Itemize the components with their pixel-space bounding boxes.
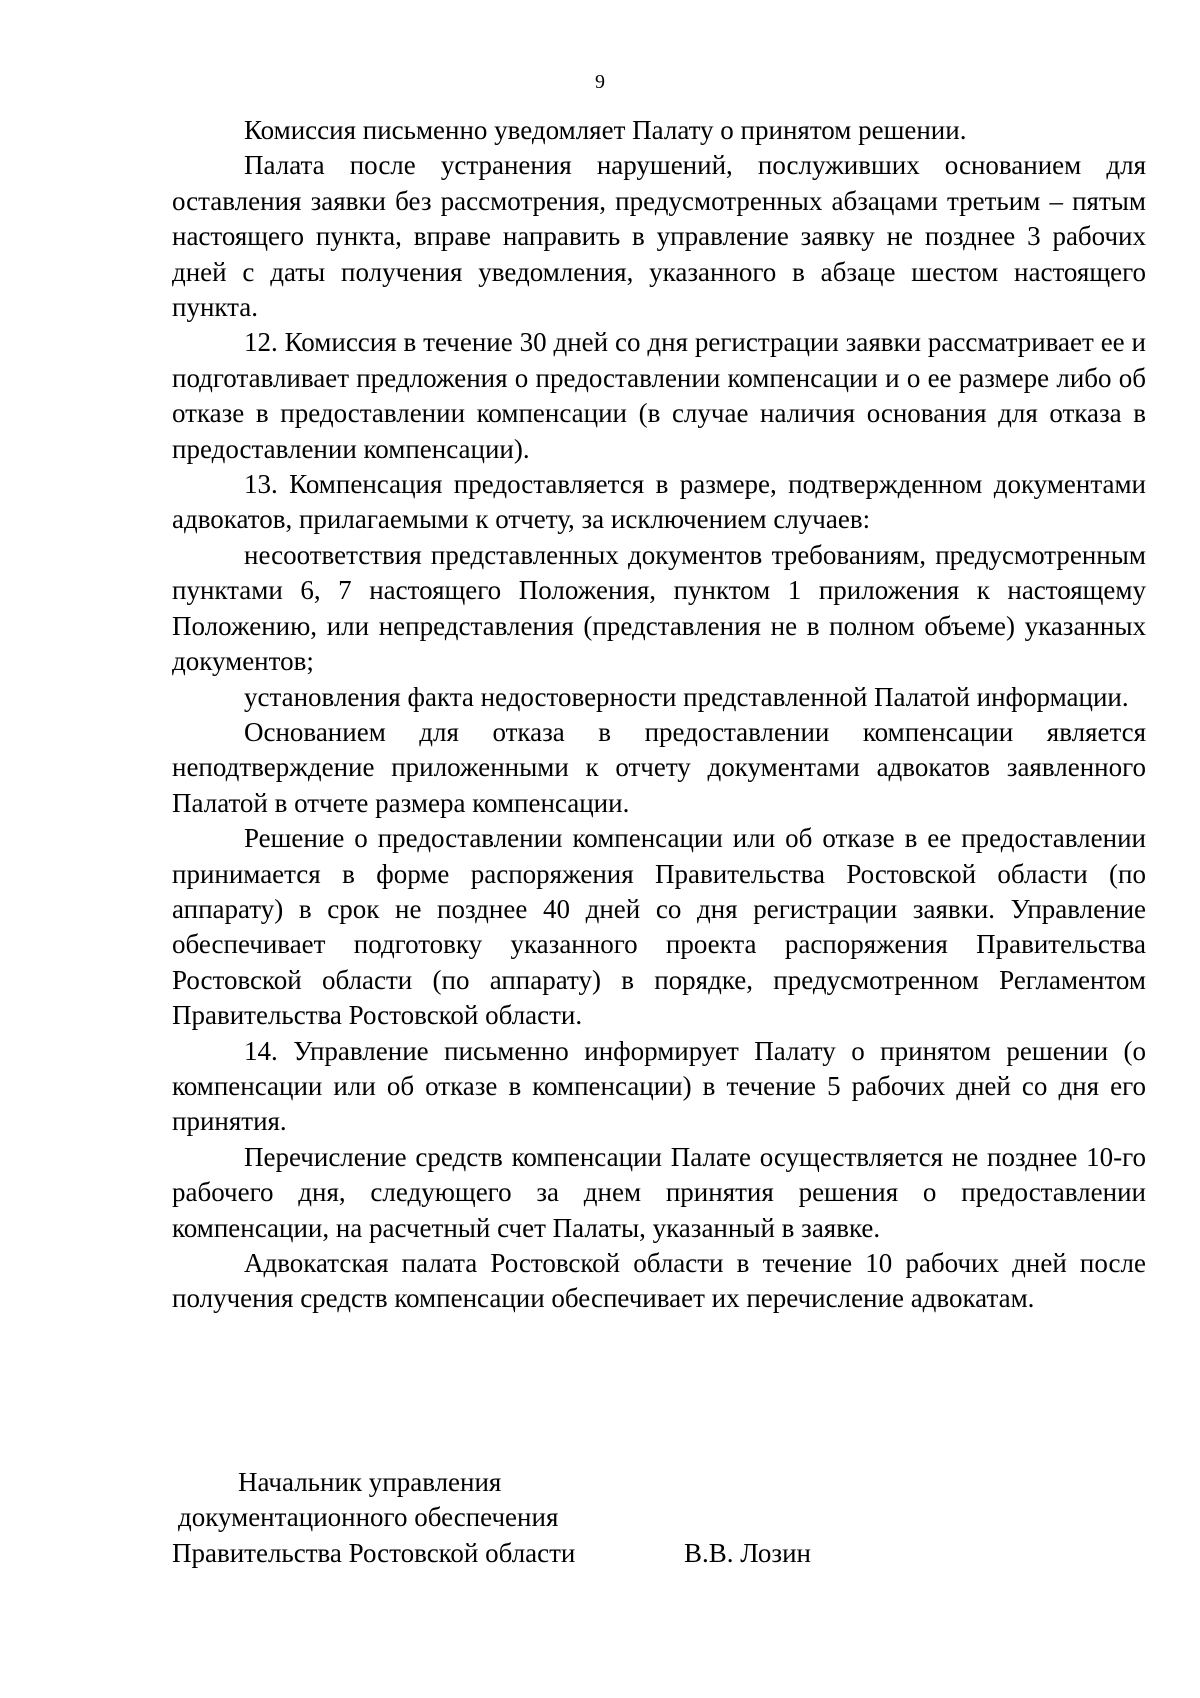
paragraph: Перечисление средств компенсации Палате осуществляется не позднее 10-го рабочего дня, следующего за днем принятия решения о предоставлении компенсации, на расчетный счет Палаты, указанный в заявке. — [172, 1141, 1146, 1243]
signatory-position-line-2: документационного обеспечения — [178, 1502, 559, 1533]
paragraph: установления факта недостоверности представленной Палатой информации. — [244, 681, 1129, 712]
signatory-name: В.В. Лозин — [684, 1537, 811, 1568]
paragraph: Комиссия письменно уведомляет Палату о принятом решении. — [244, 115, 967, 145]
paragraph: 12. Комиссия в течение 30 дней со дня регистрации заявки рассматривает ее и подготавливает предложения о предоставлении компенсации и о ее размере либо об отказе в предоставлении компенсации (в случае наличия основания для отказа в предоставлении компенсации). — [172, 327, 1146, 464]
paragraph: Палата после устранения нарушений, послуживших основанием для оставления заявки без рассмотрения, предусмотренных абзацами третьим – пятым настоящего пункта, вправе направить в управление заявку не позднее 3 рабочих дней с даты получения уведомления, указанного в абзаце шестом настоящего пункта. — [172, 150, 1146, 323]
page-number: 9 — [595, 71, 605, 93]
signature-block — [172, 1465, 1146, 1571]
signatory-position-line-3: Правительства Ростовской области — [172, 1537, 576, 1568]
paragraph: Основанием для отказа в предоставлении компенсации является неподтверждение приложенными к отчету документами адвокатов заявленного Палатой в отчете размера компенсации. — [172, 716, 1146, 818]
paragraph: 14. Управление письменно информирует Палату о принятом решении (о компенсации или об отказе в компенсации) в течение 5 рабочих дней со дня его принятия. — [172, 1035, 1146, 1137]
paragraph: 13. Компенсация предоставляется в размере, подтвержденном документами адвокатов, прилагаемыми к отчету, за исключением случаев: — [172, 469, 1146, 535]
paragraph: Решение о предоставлении компенсации или об отказе в ее предоставлении принимается в форме распоряжения Правительства Ростовской области (по аппарату) в срок не позднее 40 дней со дня регистрации заявки. Управление обеспечивает подготовку указанного проекта распоряжения Правительства Ростовской области (по аппарату) в порядке, предусмотренном Регламентом Правительства Ростовской области. — [172, 823, 1146, 1031]
document-body — [172, 113, 1146, 1317]
signatory-position-line-1: Начальник управления — [238, 1467, 502, 1497]
paragraph: несоответствия представленных документов требованиям, предусмотренным пунктами 6, 7 настоящего Положения, пунктом 1 приложения к настоящему Положению, или непредставления (представления не в полном объеме) указанных документов; — [172, 539, 1146, 677]
paragraph: Адвокатская палата Ростовской области в течение 10 рабочих дней после получения средств компенсации обеспечивает их перечисление адвокатам. — [172, 1248, 1146, 1314]
